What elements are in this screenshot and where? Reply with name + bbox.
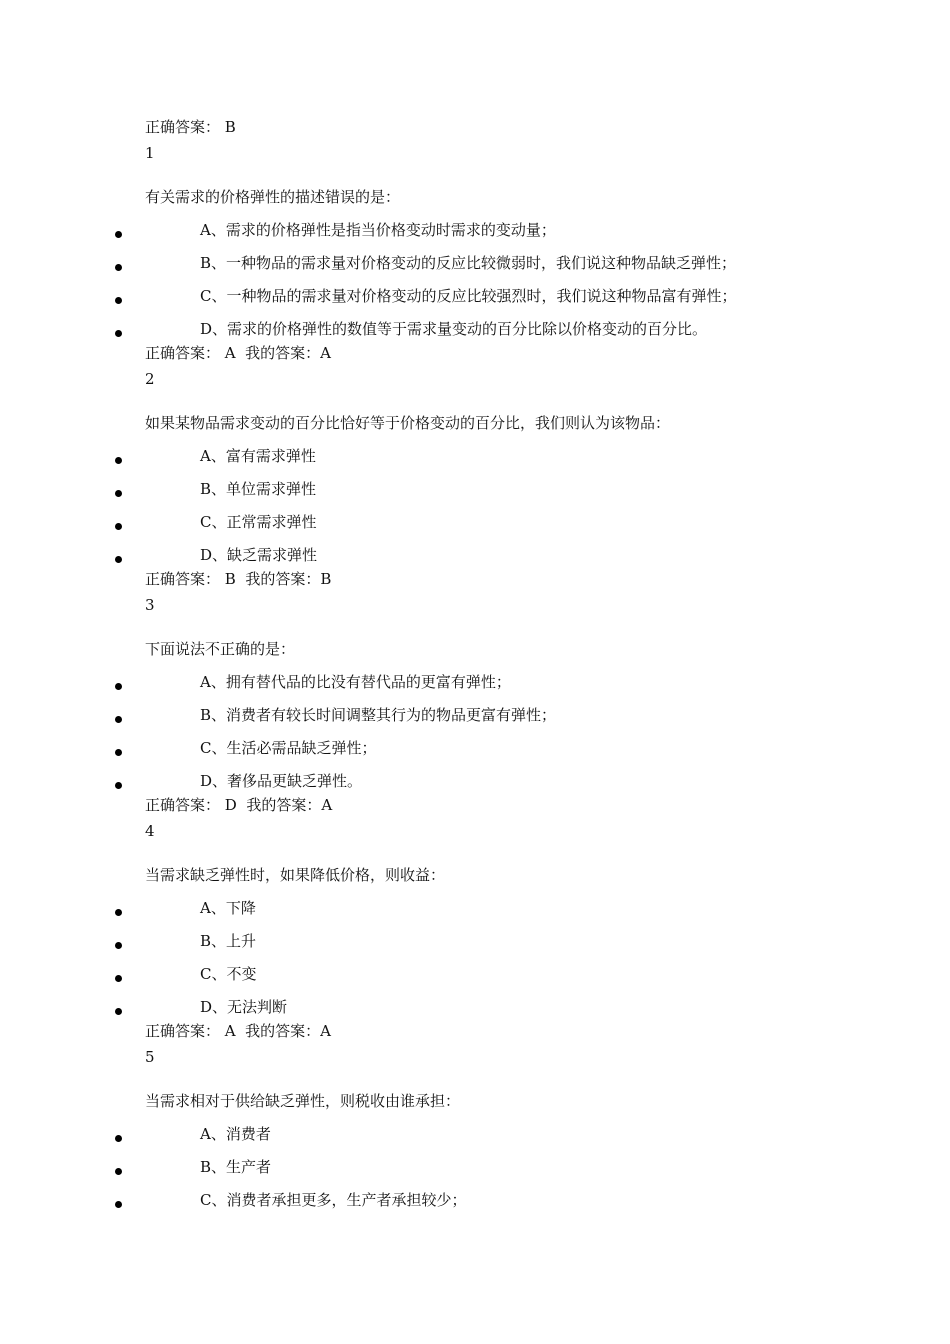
option-b[interactable]: [0, 934, 950, 954]
question-text: 有关需求的价格弹性的描述错误的是：: [145, 188, 401, 206]
bullet-icon: [115, 556, 122, 563]
question-number: 1: [145, 144, 155, 162]
option-d[interactable]: [0, 322, 950, 342]
answer-line: 正确答案： B 我的答案：B: [145, 570, 332, 588]
option-c[interactable]: [0, 1193, 950, 1213]
option-a[interactable]: [0, 1127, 950, 1147]
bullet-icon: [115, 782, 122, 789]
option-text: D、奢侈品更缺乏弹性。: [200, 772, 363, 790]
option-text: C、生活必需品缺乏弹性；: [200, 739, 377, 757]
bullet-icon: [115, 975, 122, 982]
option-a[interactable]: [0, 223, 950, 243]
option-b[interactable]: [0, 708, 950, 728]
option-text: D、缺乏需求弹性: [200, 546, 318, 564]
option-b[interactable]: [0, 482, 950, 502]
question-text: 下面说法不正确的是：: [145, 640, 296, 658]
bullet-icon: [115, 683, 122, 690]
bullet-icon: [115, 490, 122, 497]
bullet-icon: [115, 457, 122, 464]
option-b[interactable]: [0, 256, 950, 276]
answer-line: 正确答案： A 我的答案：A: [145, 344, 331, 362]
question-text: 当需求缺乏弹性时，如果降低价格，则收益：: [145, 866, 446, 884]
question-text: 如果某物品需求变动的百分比恰好等于价格变动的百分比，我们则认为该物品：: [145, 414, 671, 432]
option-text: B、单位需求弹性: [200, 480, 317, 498]
bullet-icon: [115, 1008, 122, 1015]
bullet-icon: [115, 523, 122, 530]
option-d[interactable]: [0, 774, 950, 794]
option-text: C、不变: [200, 965, 257, 983]
question-text: 当需求相对于供给缺乏弹性，则税收由谁承担：: [145, 1092, 461, 1110]
option-text: A、下降: [200, 899, 256, 917]
option-text: C、消费者承担更多，生产者承担较少；: [200, 1191, 467, 1209]
option-text: B、生产者: [200, 1158, 272, 1176]
question-number: 4: [145, 822, 155, 840]
bullet-icon: [115, 330, 122, 337]
option-d[interactable]: [0, 1000, 950, 1020]
option-c[interactable]: [0, 967, 950, 987]
option-text: C、正常需求弹性: [200, 513, 317, 531]
bullet-icon: [115, 1201, 122, 1208]
option-text: C、一种物品的需求量对价格变动的反应比较强烈时，我们说这种物品富有弹性；: [200, 287, 737, 305]
option-c[interactable]: [0, 741, 950, 761]
option-text: D、需求的价格弹性的数值等于需求量变动的百分比除以价格变动的百分比。: [200, 320, 708, 338]
option-text: A、富有需求弹性: [200, 447, 316, 465]
bullet-icon: [115, 909, 122, 916]
previous-correct-answer: 正确答案： B: [145, 118, 236, 136]
option-text: B、一种物品的需求量对价格变动的反应比较微弱时，我们说这种物品缺乏弹性；: [200, 254, 737, 272]
bullet-icon: [115, 942, 122, 949]
option-text: B、上升: [200, 932, 257, 950]
bullet-icon: [115, 1135, 122, 1142]
option-d[interactable]: [0, 548, 950, 568]
answer-line: 正确答案： D 我的答案：A: [145, 796, 333, 814]
option-a[interactable]: [0, 449, 950, 469]
option-text: B、消费者有较长时间调整其行为的物品更富有弹性；: [200, 706, 557, 724]
question-number: 5: [145, 1048, 155, 1066]
bullet-icon: [115, 1168, 122, 1175]
option-text: A、消费者: [200, 1125, 271, 1143]
option-a[interactable]: [0, 901, 950, 921]
bullet-icon: [115, 264, 122, 271]
bullet-icon: [115, 297, 122, 304]
option-a[interactable]: [0, 675, 950, 695]
bullet-icon: [115, 231, 122, 238]
option-text: A、拥有替代品的比没有替代品的更富有弹性；: [200, 673, 511, 691]
answer-line: 正确答案： A 我的答案：A: [145, 1022, 331, 1040]
bullet-icon: [115, 716, 122, 723]
option-c[interactable]: [0, 289, 950, 309]
bullet-icon: [115, 749, 122, 756]
option-b[interactable]: [0, 1160, 950, 1180]
option-c[interactable]: [0, 515, 950, 535]
question-number: 3: [145, 596, 155, 614]
option-text: A、需求的价格弹性是指当价格变动时需求的变动量；: [200, 221, 556, 239]
question-number: 2: [145, 370, 155, 388]
option-text: D、无法判断: [200, 998, 288, 1016]
